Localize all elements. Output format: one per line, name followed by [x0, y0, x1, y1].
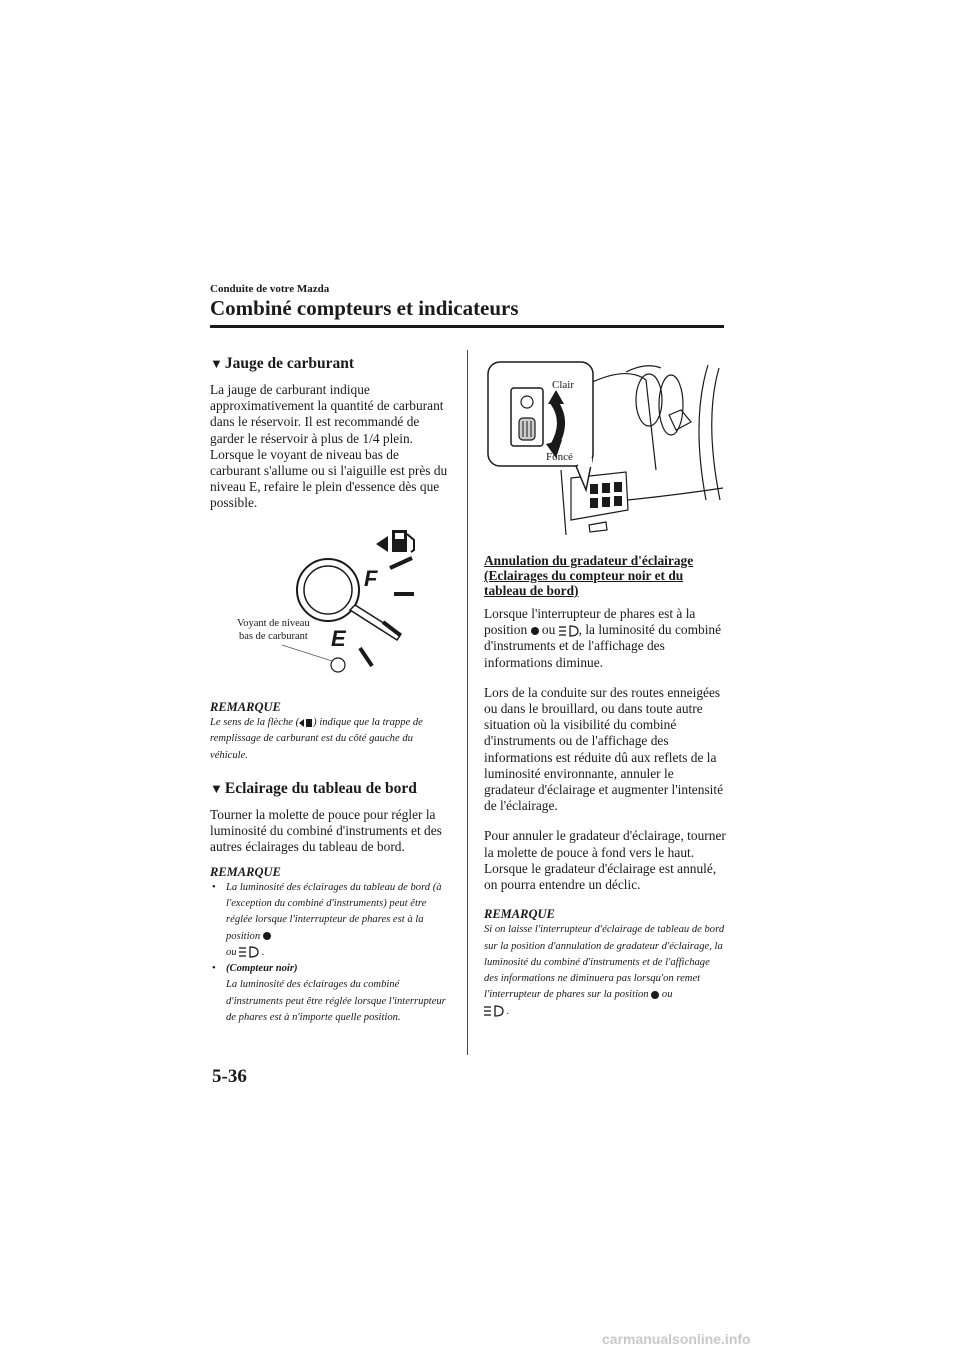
fuel-gauge-text: La jauge de carburant indique approximativement la quantité de carburant dans le réservoir. Il est recommandé de garder le réservoir à plus de 1/4 plein. Lorsque le voyant de niveau bas de carburant s'allume ou si l'aiguille est près du niveau E, refaire le plein d'essence dès que possible. [210, 382, 448, 511]
footer-watermark: carmanualsonline.info [602, 1331, 751, 1347]
position-dot-icon [531, 627, 539, 635]
fuel-pump-icon [376, 530, 414, 552]
low-fuel-label-2: bas de carburant [239, 631, 308, 642]
panel-light-heading: ▼ Eclairage du tableau de bord [210, 780, 417, 797]
low-fuel-light [331, 658, 345, 672]
panel-note-title: REMARQUE [210, 864, 281, 879]
headlight-icon [239, 946, 259, 958]
gauge-dial [297, 559, 359, 621]
note-text: Le sens de la flèche ( ) indique que la trappe de remplissage de carburant est du côté gauche du véhicule. [210, 717, 423, 761]
low-fuel-label-1: Voyant de niveau [237, 618, 310, 629]
dimmer-cancel-section [484, 553, 726, 1020]
dimmer-p3: Pour annuler le gradateur d'éclairage, tourner la molette de pouce à fond vers le haut. Lorsque le gradateur d'éclairage est annulé, on pourra entendre un déclic. [484, 828, 726, 893]
position-dot-icon [651, 991, 659, 999]
headlight-icon [484, 1005, 504, 1017]
note-title: REMARQUE [210, 700, 281, 714]
bright-label: Clair [552, 379, 574, 391]
list-item: • (Compteur noir) La luminosité des éclairages du combiné d'instruments peut être réglée lorsque l'interrupteur de phares est à n'importe quelle position. [210, 961, 452, 1026]
position-dot-icon [263, 932, 271, 940]
fuel-arrow-icon [299, 718, 313, 728]
triangle-down-icon: ▼ [210, 781, 223, 796]
section-label: Conduite de votre Mazda [210, 283, 330, 295]
dimmer-p2: Lors de la conduite sur des routes enneigées ou dans le brouillard, ou dans toute autre situation où la visibilité du combiné d'instruments ou de l'affichage des informations est réduite dû aux reflets de la luminosité environnante, annuler le gradateur d'éclairage et augmenter l'intensité de l'éclairage. [484, 684, 724, 814]
panel-note-list [210, 880, 452, 1027]
fuel-note [210, 700, 452, 764]
page-title: Combiné compteurs et indicateurs [210, 296, 519, 320]
panel-light-text: Tourner la molette de pouce pour régler la luminosité du combiné d'instruments et des autres éclairages du tableau de bord. [210, 807, 442, 855]
headlight-icon [559, 625, 579, 637]
page-number: 5-36 [212, 1066, 247, 1087]
right-note-text: Si on laisse l'interrupteur d'éclairage de tableau de bord sur la position d'annulation de gradateur d'éclairage, la luminosité du combiné d'instruments et de l'affichage des informations ne diminuera pas lorsqu'on remet l'interrupteur de phares sur la position ou . [484, 924, 725, 1017]
dimmer-cancel-heading: Annulation du gradateur d'éclairage (Eclairages du compteur noir et du tableau de bord) [484, 553, 694, 598]
dimmer-p1: Lorsque l'interrupteur de phares est à la position ou , la luminosité du combiné d'instruments et de l'affichage des informations diminue. [484, 606, 722, 670]
dark-label: Foncé [546, 451, 573, 463]
full-letter: F [364, 566, 378, 591]
empty-letter: E [331, 626, 346, 651]
gauge-needle [350, 605, 401, 640]
fuel-gauge-section [210, 355, 452, 512]
triangle-down-icon: ▼ [210, 356, 223, 371]
dashboard-figure [486, 360, 726, 545]
right-note-title: REMARQUE [484, 907, 555, 922]
fuel-gauge-heading: ▼ Jauge de carburant [210, 355, 355, 372]
list-item: • La luminosité des éclairages du tableau de bord (à l'exception du combiné d'instruments) peut être réglée lorsque l'interrupteur de phares est à la position ou . [210, 880, 452, 961]
column-divider [467, 350, 468, 1055]
panel-light-section [210, 780, 452, 1026]
fuel-gauge-figure [228, 520, 458, 680]
header-rule [210, 325, 724, 328]
